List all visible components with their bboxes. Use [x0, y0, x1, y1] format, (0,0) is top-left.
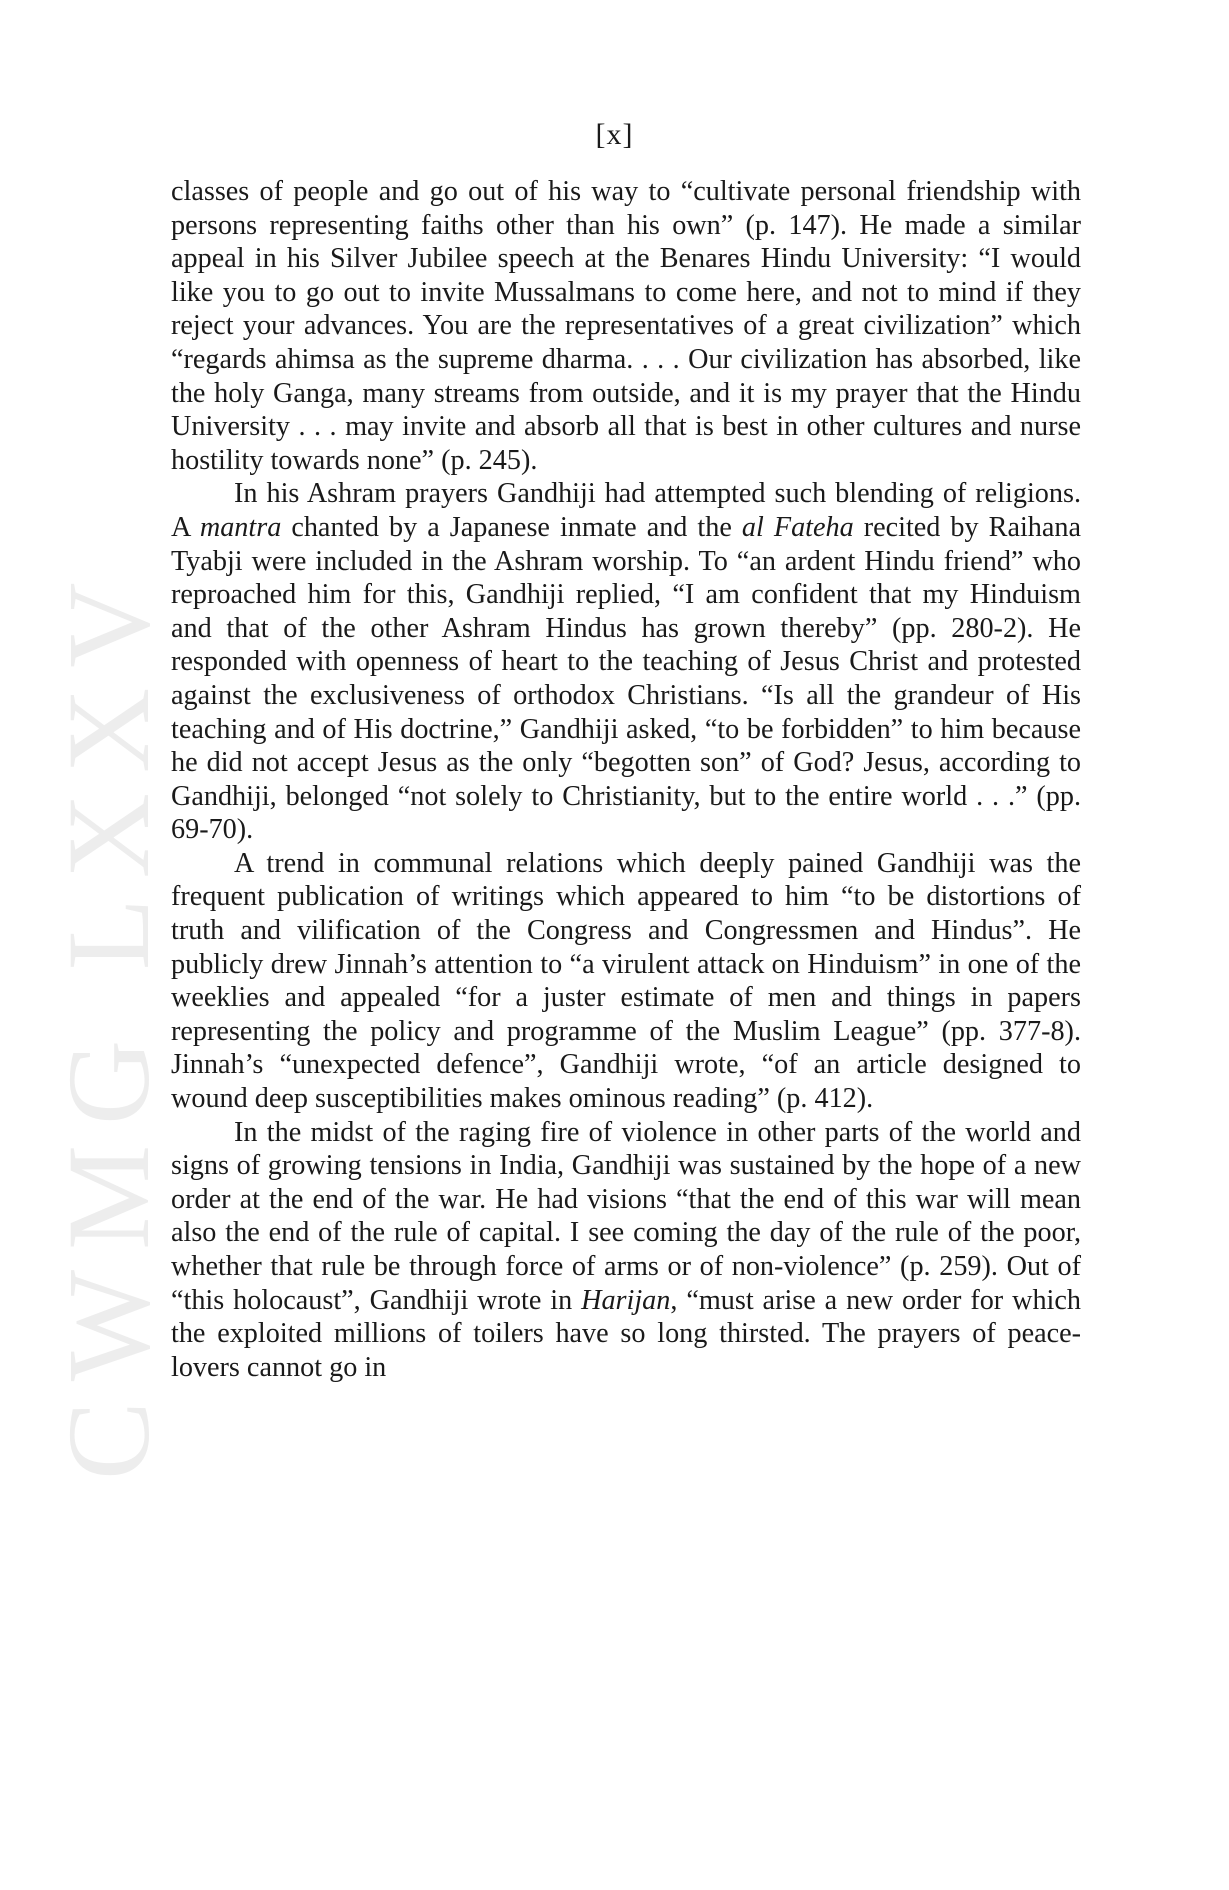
- text-run: recited by Raihana Tyabji were included in the Ashram worship. To “an ardent Hindu friend” who reproached him for this, Gandhiji replied, “I am confident that my Hinduism and that of the other Ashram Hindus has grown thereby” (pp. 280-2). He responded with openness of heart to the teaching of Jesus Christ and protested against the exclusiveness of orthodox Christians. “Is all the grandeur of His teaching and of His doctrine,” Gandhiji asked, “to be forbidden” to him because he did not accept Jesus as the only “begotten son” of God? Jesus, according to Gandhiji, belonged “not solely to Christianity, but to the entire world . . .” (pp. 69-70).: [171, 511, 1081, 846]
- text-run: A trend in communal relations which deeply pained Gandhiji was the frequent publication of writings which appeared to him “to be distortions of truth and vilification of the Congress and Congressmen and Hindus”. He publicly drew Jinnah’s attention to “a virulent attack on Hinduism” in one of the weeklies and appealed “for a juster estimate of men and things in papers representing the policy and programme of the Muslim League” (pp. 377-8). Jinnah’s “unexpected defence”, Gandhiji wrote, “of an article designed to wound deep susceptibilities makes ominous reading” (p. 412).: [171, 847, 1081, 1115]
- paragraph: [171, 175, 1081, 477]
- text-run: , “must arise a new order for which the exploited millions of toilers have so long thirsted. The prayers of peace-lovers cannot go in: [171, 1284, 1081, 1383]
- paragraph: [171, 477, 1081, 847]
- italic-text: Harijan: [581, 1284, 671, 1316]
- paragraph: [171, 1116, 1081, 1385]
- italic-text: mantra: [199, 511, 282, 543]
- text-run: chanted by a Japanese inmate and the: [281, 511, 742, 543]
- text-run: In his Ashram prayers Gandhiji had attempted such blending of religions. A: [171, 478, 1081, 543]
- page-number: [x]: [595, 118, 634, 151]
- text-run: classes of people and go out of his way to “cultivate personal friendship with persons representing faiths other than his own” (p. 147). He made a similar appeal in his Silver Jubilee speech at the Benares Hindu University: “I would like you to go out to invite Mussalmans to come here, and not to mind if they reject your advances. You are the representatives of a great civilization” which “regards ahimsa as the supreme dharma. . . . Our civilization has absorbed, like the holy Ganga, many streams from outside, and it is my prayer that the Hindu University . . . may invite and absorb all that is best in other cultures and nurse hostility towards none” (p. 245).: [171, 176, 1081, 476]
- watermark-text: CWMG LXXV: [43, 562, 174, 1480]
- text-run: In the midst of the raging fire of violence in other parts of the world and signs of growing tensions in India, Gandhiji was sustained by the hope of a new order at the end of the war. He had visions “that the end of this war will mean also the end of the rule of capital. I see coming the day of the rule of the poor, whether that rule be through force of arms or of non-violence” (p. 259). Out of “this holocaust”, Gandhiji wrote in: [171, 1116, 1081, 1316]
- italic-text: al Fateha: [741, 511, 854, 543]
- paragraph: [171, 847, 1081, 1116]
- body-text: [171, 175, 1081, 1384]
